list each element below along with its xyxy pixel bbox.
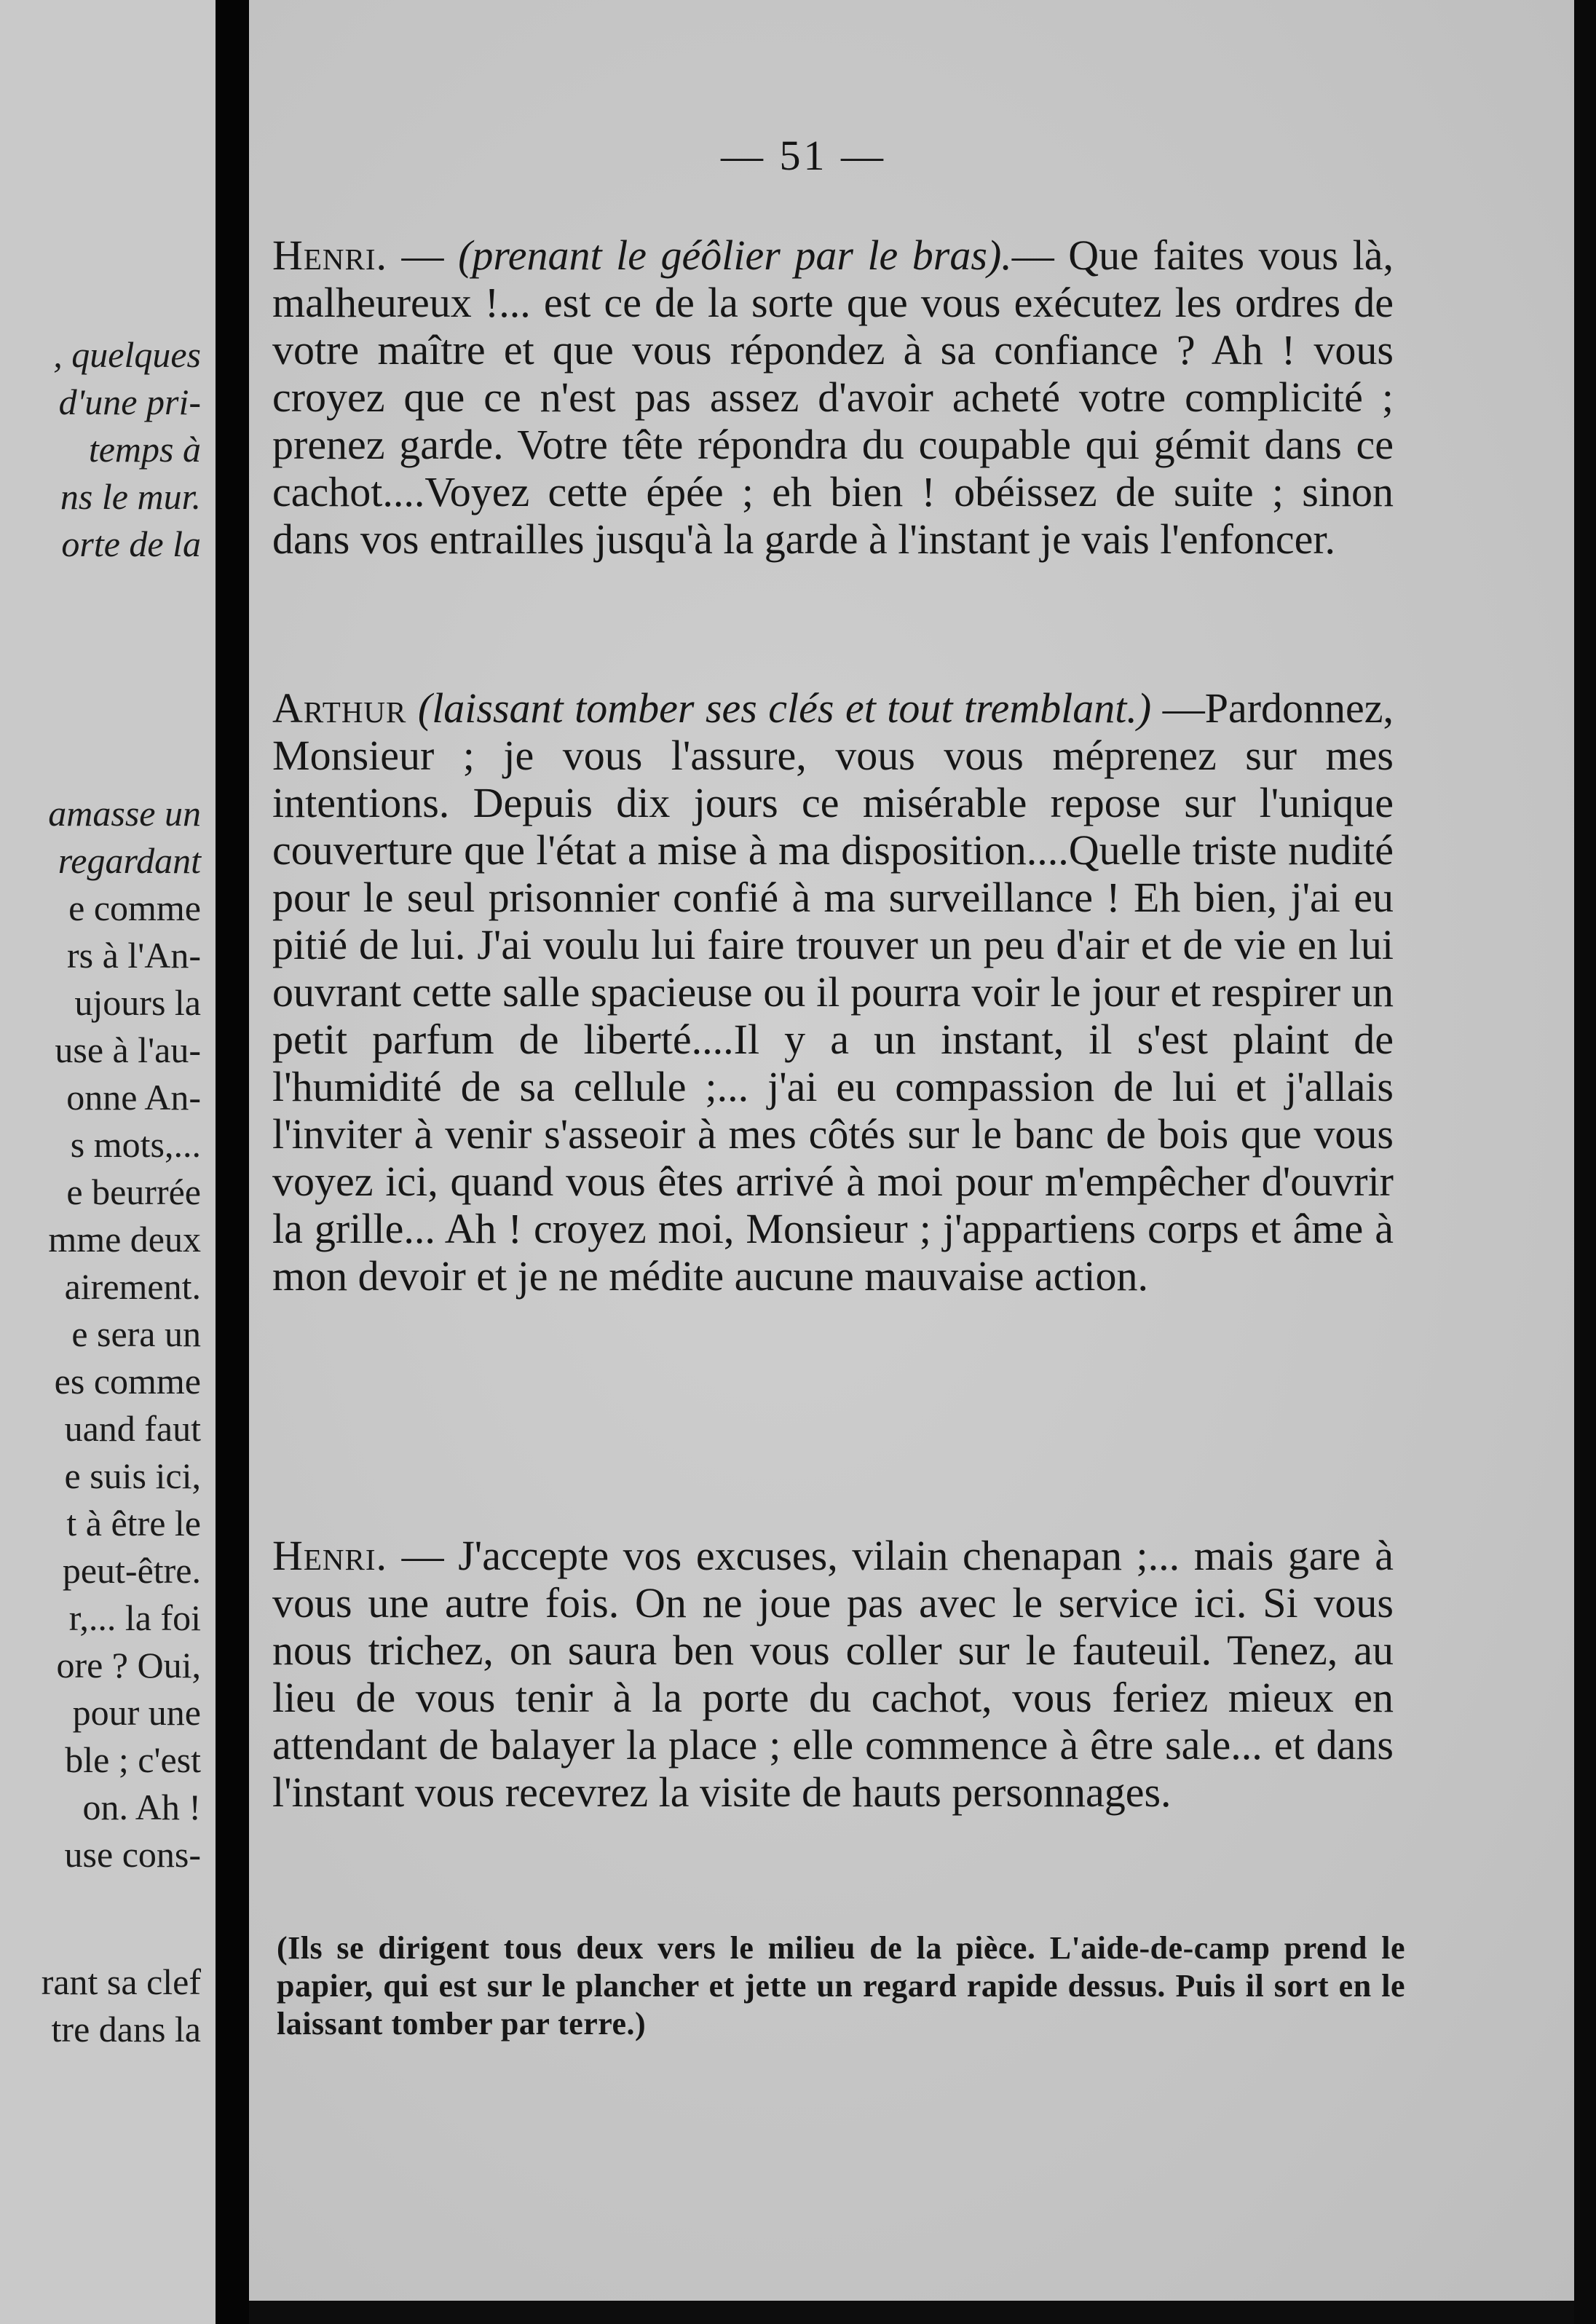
speaker-dash: — bbox=[387, 232, 459, 279]
previous-page-line: uand faut bbox=[64, 1408, 201, 1449]
previous-page-line: onne An- bbox=[66, 1077, 201, 1118]
previous-page-line: es comme bbox=[54, 1361, 201, 1402]
page-edge bbox=[1574, 0, 1596, 2324]
previous-page-line: peut-être. bbox=[62, 1550, 201, 1591]
previous-page-line: e comme bbox=[68, 888, 201, 928]
previous-page-line: t à être le bbox=[66, 1503, 201, 1544]
previous-page-line: rant sa clef bbox=[41, 1961, 201, 2002]
speaker-name: Henri. bbox=[272, 232, 388, 279]
previous-page-line: e suis ici, bbox=[64, 1455, 201, 1496]
previous-page-line: ble ; c'est bbox=[65, 1739, 201, 1780]
book-gutter bbox=[216, 0, 249, 2324]
dialogue-henri-2 bbox=[272, 1532, 1394, 1816]
previous-page-line: use cons- bbox=[64, 1834, 201, 1875]
previous-page-line: mme deux bbox=[48, 1219, 201, 1260]
stage-direction: (Ils se dirigent tous deux vers le milieu de la pièce. L'aide-de-camp prend le papier, qui est sur le plancher et jette un regard rapide dessus. Puis il sort en le laissant tomber par terre.) bbox=[277, 1930, 1405, 2042]
dialogue-text: —Pardonnez, Monsieur ; je vous l'assure, vous vous méprenez sur mes intentions. Depuis dix jours ce misérable repose sur l'unique couverture que l'état a mise à ma disposition....Quelle triste nudité pour le seul prisonnier confié à ma surveillance ! Eh bien, j'ai eu pitié de lui. J'ai voulu lui faire trouver un peu d'air et de vie en lui ouvrant cette salle spacieuse ou il pourra voir le jour et respirer un petit parfum de liberté....Il y a un instant, il s'est plaint de l'humidité de sa cellule ;... j'ai eu compassion de lui et j'allais l'inviter à venir s'asseoir à mes côtés sur le banc de bois que vous voyez ici, quand vous êtes arrivé à moi pour m'empêcher d'ouvrir la grille... Ah ! croyez moi, Monsieur ; j'appartiens corps et âme à mon devoir et je ne médite aucune mauvaise action. bbox=[272, 684, 1394, 1300]
previous-page-line: d'une pri- bbox=[58, 382, 201, 422]
previous-page-line: tre dans la bbox=[51, 2009, 201, 2050]
previous-page-line: use à l'au- bbox=[55, 1029, 201, 1070]
previous-page-fragment bbox=[0, 0, 216, 2324]
stage-note: (laissant tomber ses clés et tout tremblant.) bbox=[417, 684, 1152, 732]
previous-page-line: e sera un bbox=[71, 1313, 201, 1354]
dialogue-text: J'accepte vos excuses, vilain chenapan ;... mais gare à vous une autre fois. On ne joue pas avec le service ici. Si vous nous trichez, on saura ben vous coller sur le fauteuil. Tenez, au lieu de vous tenir à la porte du cachot, vous feriez mieux en attendant de balayer la place ; elle commence à être sale... et dans l'instant vous recevrez la visite de hauts personnages. bbox=[272, 1532, 1394, 1816]
stage-note: (prenant le géôlier par le bras). bbox=[458, 232, 1012, 279]
previous-page-line: ore ? Oui, bbox=[56, 1645, 201, 1685]
previous-page-line: r,... la foi bbox=[68, 1597, 201, 1638]
speaker-name: Arthur bbox=[272, 684, 407, 732]
dialogue-arthur bbox=[272, 684, 1394, 1300]
page-number: — 51 — bbox=[721, 132, 886, 179]
previous-page-line: rs à l'An- bbox=[67, 935, 201, 976]
previous-page-line: temps à bbox=[88, 429, 201, 470]
previous-page-line: amasse un bbox=[48, 793, 201, 834]
previous-page-line: ns le mur. bbox=[60, 476, 201, 517]
speaker-dash bbox=[406, 684, 417, 732]
speaker-name: Henri. bbox=[272, 1532, 388, 1579]
previous-page-line: pour une bbox=[72, 1692, 201, 1733]
previous-page-line: s mots,... bbox=[70, 1124, 201, 1165]
previous-page-line: e beurrée bbox=[66, 1171, 201, 1212]
dialogue-henri-1 bbox=[272, 232, 1394, 563]
previous-page-line: ujours la bbox=[74, 982, 201, 1023]
dialogue-text: — Que faites vous là, malheureux !... est ce de la sorte que vous exécutez les ordres de votre maître et que vous répondez à sa confiance ? Ah ! vous croyez que ce n'est pas assez d'avoir acheté votre complicité ; prenez garde. Votre tête répondra du coupable qui gémit dans ce cachot....Voyez cette épée ; eh bien ! obéissez de suite ; sinon dans vos entrailles jusqu'à la garde à l'instant je vais l'enfoncer. bbox=[272, 232, 1394, 563]
previous-page-line: orte de la bbox=[61, 523, 201, 564]
previous-page-line: , quelques bbox=[53, 334, 201, 375]
previous-page-line: regardant bbox=[58, 840, 201, 881]
speaker-dash: — bbox=[387, 1532, 459, 1579]
previous-page-line: on. Ah ! bbox=[82, 1787, 201, 1827]
previous-page-line: airement. bbox=[64, 1266, 201, 1307]
